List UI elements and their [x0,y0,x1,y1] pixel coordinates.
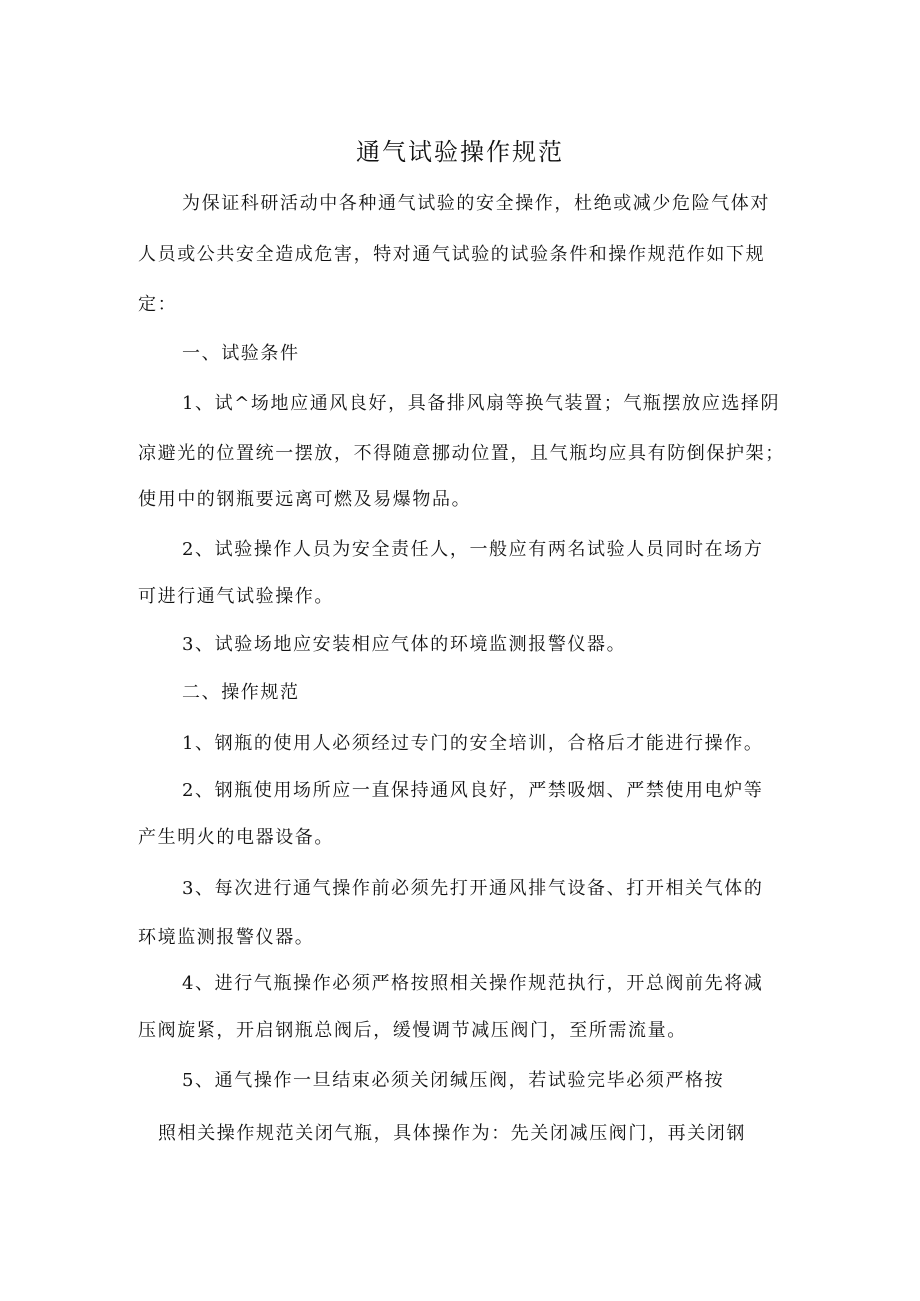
paragraph-line-op2-2: 产生明火的电器设备。 [138,827,334,848]
paragraph-line-op1: 1、钢瓶的使用人必须经过专门的安全培训，合格后才能进行操作。 [182,733,764,754]
paragraph-line-cond2-2: 可进行通气试验操作。 [138,586,334,607]
paragraph-line-cond1-2: 凉避光的位置统一摆放，不得随意挪动位置，且气瓶均应具有防倒保护架； [138,443,785,464]
paragraph-line-intro-3: 定： [138,294,178,315]
paragraph-line-op3-2: 环境监测报警仪器。 [138,927,315,948]
paragraph-line-op4-2: 压阀旋紧，开启钢瓶总阀后，缓慢调节减压阀门，至所需流量。 [138,1020,687,1041]
paragraph-line-intro-1: 为保证科研活动中各种通气试验的安全操作，杜绝或减少危险气体对 [182,193,770,214]
paragraph-line-cond2-1: 2、试验操作人员为安全责任人，一般应有两名试验人员同时在场方 [182,539,764,560]
paragraph-line-op5-1: 5、通气操作一旦结束必须关闭缄压阀，若试验完毕必须严格按 [182,1070,725,1091]
paragraph-line-op4-1: 4、进行气瓶操作必须严格按照相关操作规范执行，开总阀前先将减 [182,973,764,994]
section-heading-operations: 二、操作规范 [182,682,300,703]
section-heading-conditions: 一、试验条件 [182,343,300,364]
paragraph-line-op2-1: 2、钢瓶使用场所应一直保持通风良好，严禁吸烟、严禁使用电炉等 [182,780,764,801]
paragraph-line-cond3: 3、试验场地应安装相应气体的环境监测报警仪器。 [182,634,627,655]
paragraph-line-cond1-3: 使用中的钢瓶要远离可燃及易爆物品。 [138,489,472,510]
paragraph-line-cond1-1: 1、试^场地应通风良好，具备排风扇等换气装置；气瓶摆放应选择阴 [182,393,781,414]
paragraph-line-intro-2: 人员或公共安全造成危害，特对通气试验的试验条件和操作规范作如下规 [138,244,766,265]
paragraph-line-op5-2: 照相关操作规范关闭气瓶，具体操作为：先关闭减压阀门，再关闭钢 [158,1123,746,1144]
paragraph-line-op3-1: 3、每次进行通气操作前必须先打开通风排气设备、打开相关气体的 [182,878,764,899]
document-title: 通气试验操作规范 [356,138,564,166]
